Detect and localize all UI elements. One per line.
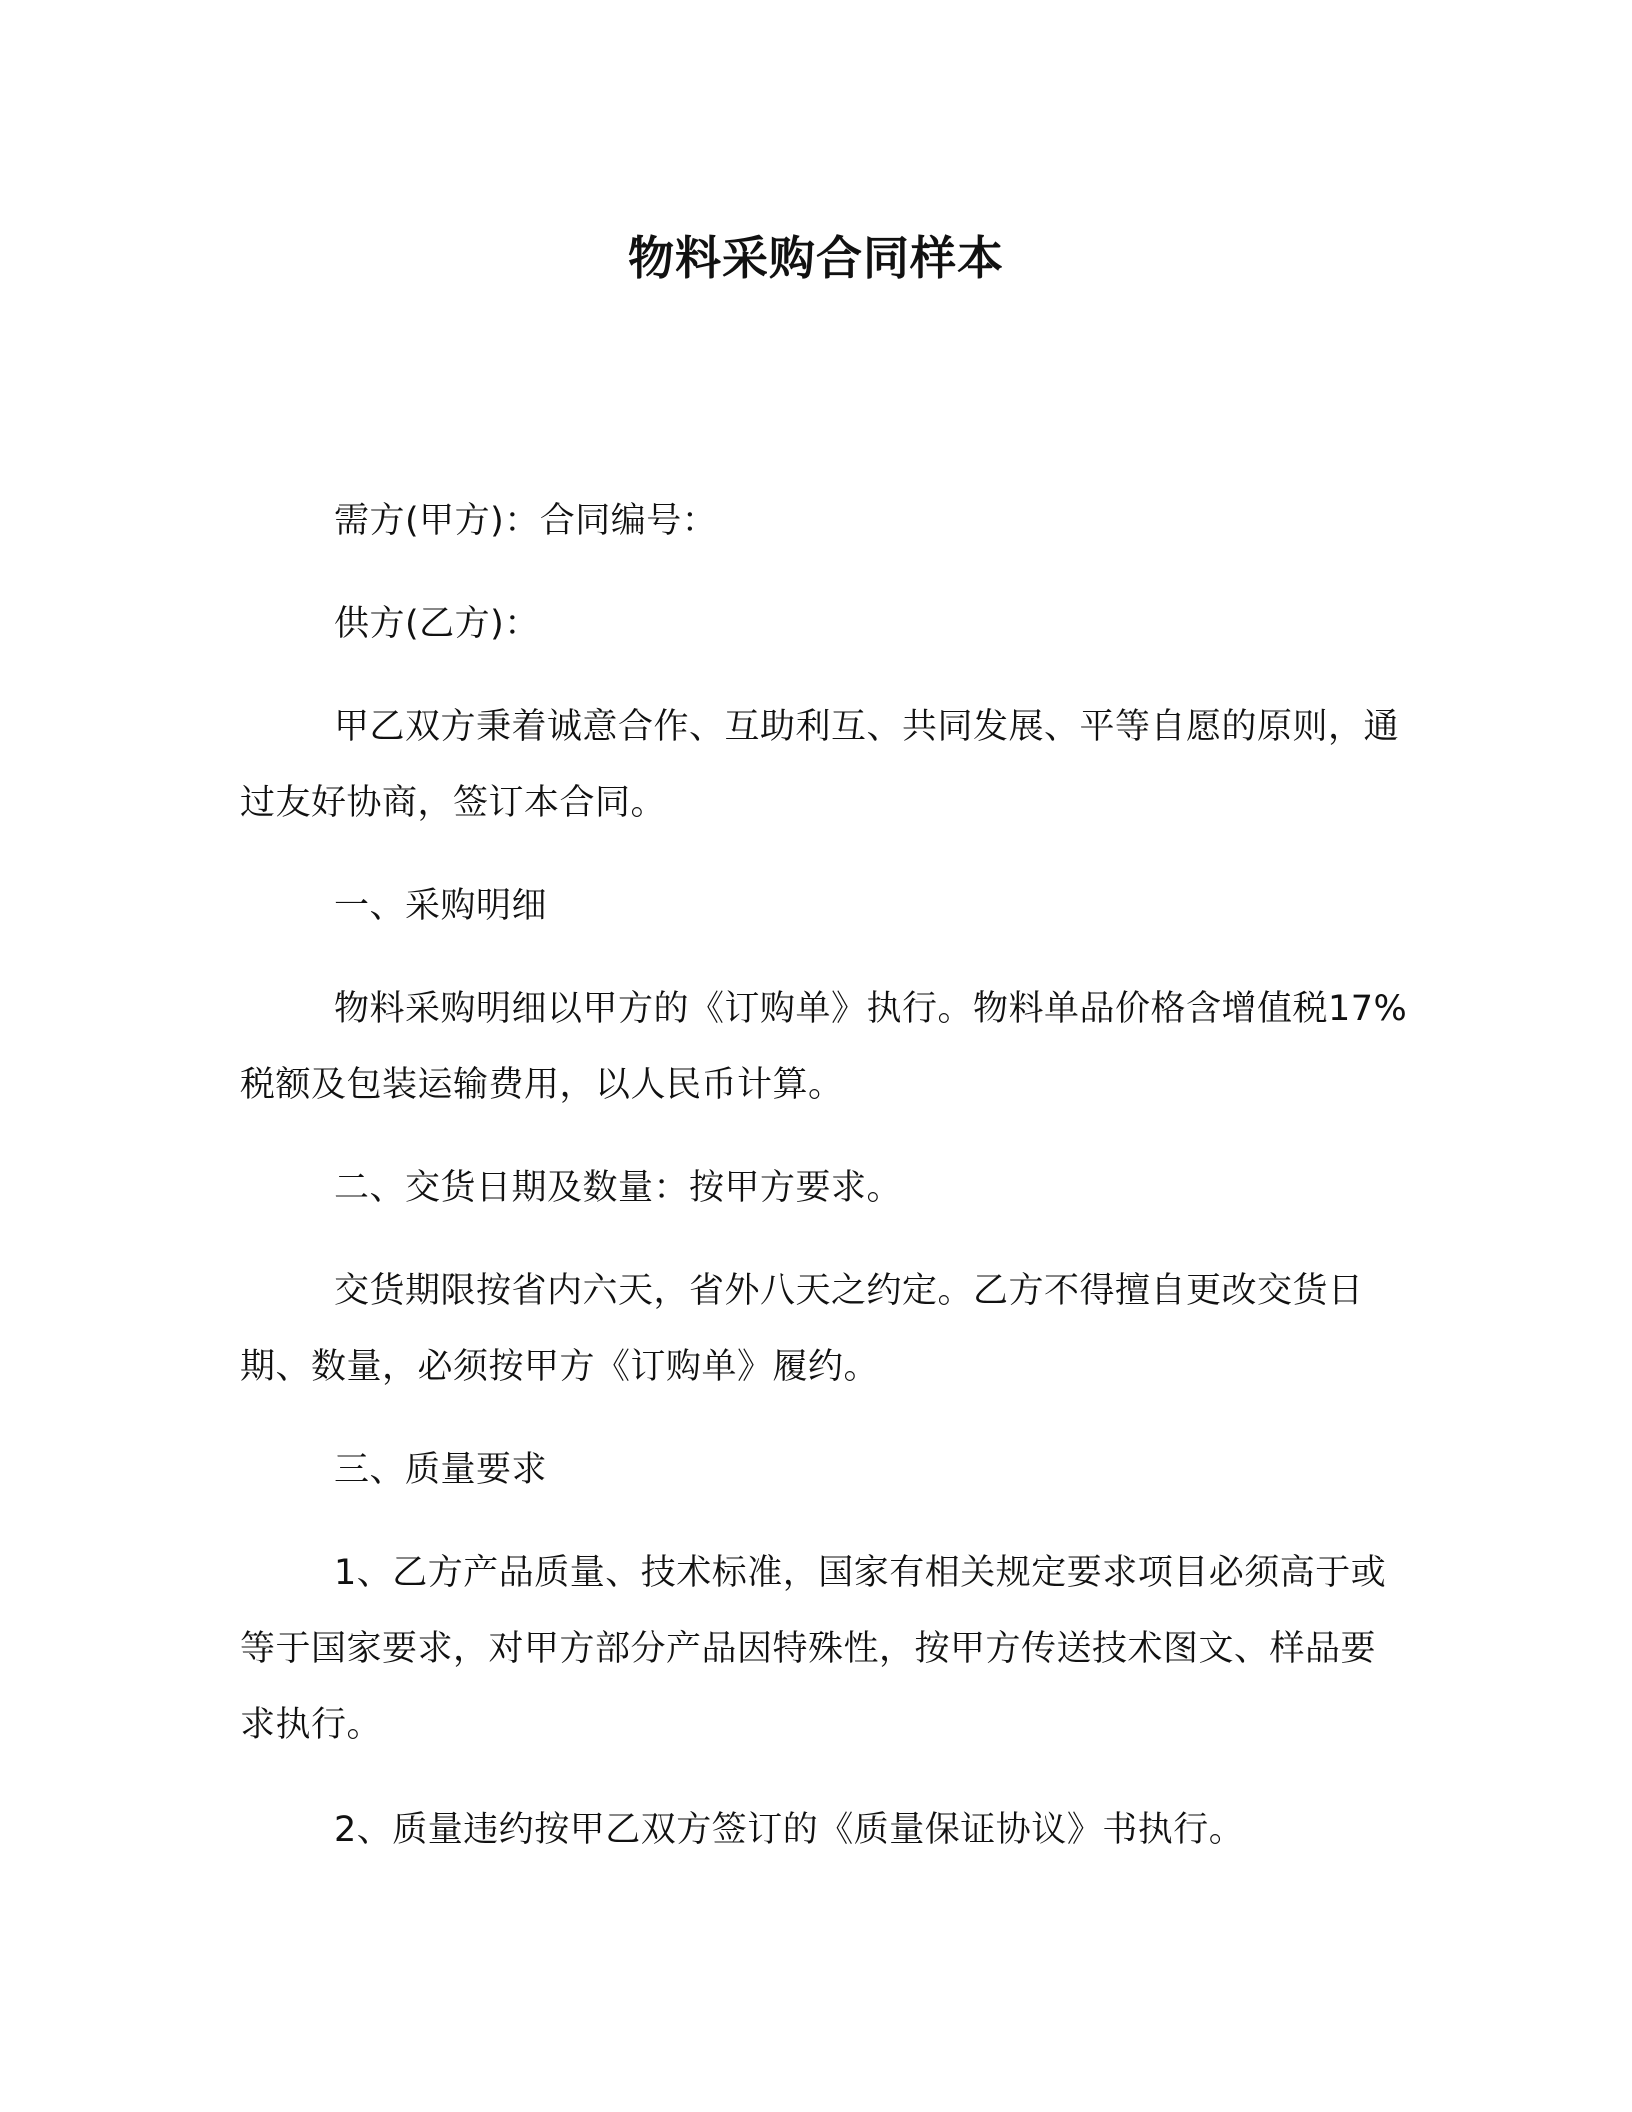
document-title: 物料采购合同样本 xyxy=(628,231,1004,285)
party-b-line: 供方(乙方)： xyxy=(334,604,540,644)
section-2-heading: 二、交货日期及数量：按甲方要求。 xyxy=(334,1168,903,1208)
section-2-paragraph: 交货期限按省内六天，省外八天之约定。乙方不得擅自更改交货日期、数量，必须按甲方《订购单》履约。 xyxy=(240,1271,1364,1387)
section-1-heading: 一、采购明细 xyxy=(334,886,548,926)
party-a-line: 需方(甲方)：合同编号： xyxy=(334,501,718,541)
section-3-heading: 三、质量要求 xyxy=(334,1450,548,1490)
section-1-paragraph: 物料采购明细以甲方的《订购单》执行。物料单品价格含增值税17%税额及包装运输费用，以人民币计算。 xyxy=(240,989,1408,1105)
intro-paragraph: 甲乙双方秉着诚意合作、互助利互、共同发展、平等自愿的原则，通过友好协商，签订本合同。 xyxy=(240,707,1400,823)
section-3-item-1: 1、乙方产品质量、技术标准，国家有相关规定要求项目必须高于或等于国家要求，对甲方部分产品因特殊性，按甲方传送技术图文、样品要求执行。 xyxy=(240,1553,1387,1745)
section-3-item-2: 2、质量违约按甲乙双方签订的《质量保证协议》书执行。 xyxy=(334,1810,1245,1850)
